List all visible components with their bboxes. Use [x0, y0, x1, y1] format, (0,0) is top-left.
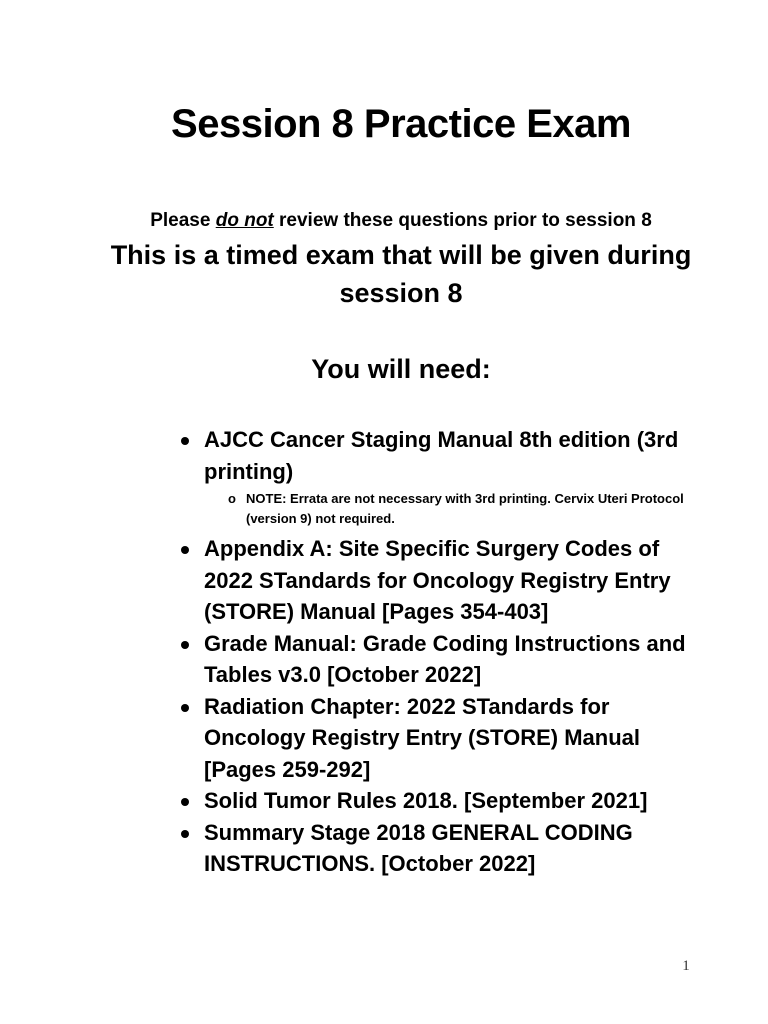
list-item [176, 628, 696, 691]
list-item [176, 817, 696, 880]
review-warning [0, 208, 768, 234]
sub-bullet-icon: o [228, 491, 236, 506]
sub-list [204, 489, 696, 529]
list-item-text: Summary Stage 2018 GENERAL CODING INSTRUCTIONS. [October 2022] [204, 819, 633, 876]
warning-text-start: Please [150, 210, 216, 231]
bullet-icon [181, 830, 189, 838]
list-item [176, 533, 696, 628]
page-number: 1 [682, 958, 690, 974]
bullet-icon [181, 641, 189, 649]
page-title: Session 8 Practice Exam [171, 102, 631, 146]
bullet-icon [181, 704, 189, 712]
bullet-icon [181, 546, 189, 554]
bullet-icon [181, 798, 189, 806]
warning-text-end: review these questions prior to session 8 [273, 210, 652, 231]
required-materials-list [176, 424, 696, 880]
list-item-text: Grade Manual: Grade Coding Instructions and Tables v3.0 [October 2022] [204, 630, 686, 687]
sub-list-item-text: NOTE: Errata are not necessary with 3rd printing. Cervix Uteri Protocol (version 9) not required. [246, 491, 684, 526]
bullet-icon [181, 437, 189, 445]
list-item-text: Solid Tumor Rules 2018. [September 2021] [204, 788, 648, 813]
list-item [176, 691, 696, 786]
list-item-text: Appendix A: Site Specific Surgery Codes of 2022 STandards for Oncology Registry Entry (STORE) Manual [Pages 354-403] [204, 536, 671, 624]
sub-list-item [228, 489, 696, 529]
list-item-text: AJCC Cancer Staging Manual 8th edition (3rd printing) [204, 427, 679, 484]
list-item [176, 785, 696, 817]
you-will-need-heading: You will need: [311, 354, 491, 384]
list-item [176, 424, 696, 529]
timed-exam-notice: This is a timed exam that will be given during session 8 [110, 240, 692, 308]
warning-emphasis: do not [215, 210, 274, 231]
list-item-text: Radiation Chapter: 2022 STandards for Oncology Registry Entry (STORE) Manual [Pages 259-292] [204, 693, 640, 782]
